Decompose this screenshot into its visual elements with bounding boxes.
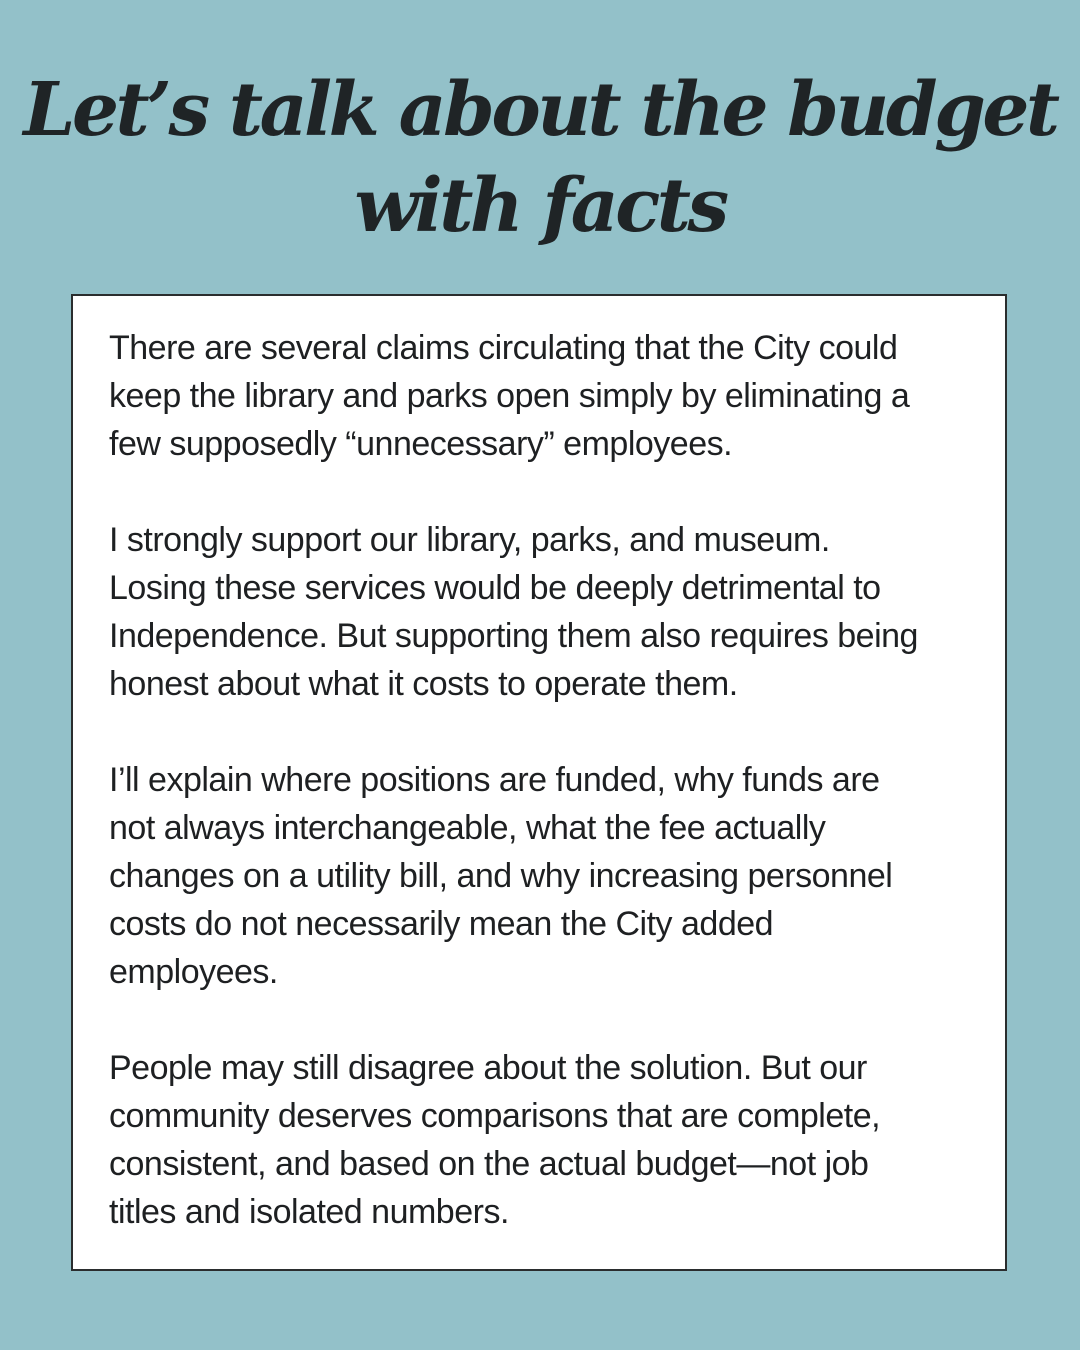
- text-line: honest about what it costs to operate them.: [109, 665, 738, 703]
- paragraph-claims: [109, 324, 989, 468]
- text-line: not always interchangeable, what the fee actually: [109, 809, 826, 847]
- text-line: keep the library and parks open simply by eliminating a: [109, 377, 910, 415]
- text-line: changes on a utility bill, and why increasing personnel: [109, 857, 893, 895]
- text-line: Losing these services would be deeply detrimental to: [109, 569, 881, 607]
- text-line: People may still disagree about the solution. But our: [109, 1049, 867, 1087]
- paragraph-conclusion: [109, 1044, 989, 1236]
- text-line: employees.: [109, 953, 278, 991]
- text-line: few supposedly “unnecessary” employees.: [109, 425, 733, 463]
- text-line: I’ll explain where positions are funded, why funds are: [109, 761, 880, 799]
- content-card: [71, 294, 1007, 1271]
- text-line: I strongly support our library, parks, and museum.: [109, 521, 830, 559]
- paragraph-explain: [109, 756, 989, 996]
- text-line: There are several claims circulating that the City could: [109, 329, 898, 367]
- paragraph-support: [109, 516, 989, 708]
- title-line-2: with facts: [354, 163, 726, 249]
- text-line: consistent, and based on the actual budget—not job: [109, 1145, 869, 1183]
- text-line: community deserves comparisons that are complete,: [109, 1097, 881, 1135]
- text-line: costs do not necessarily mean the City added: [109, 905, 774, 943]
- title-line-1: Let’s talk about the budget: [23, 67, 1057, 153]
- text-line: Independence. But supporting them also requires being: [109, 617, 918, 655]
- card-body: [109, 324, 989, 1236]
- text-line: titles and isolated numbers.: [109, 1193, 509, 1231]
- page-title: [0, 62, 1080, 254]
